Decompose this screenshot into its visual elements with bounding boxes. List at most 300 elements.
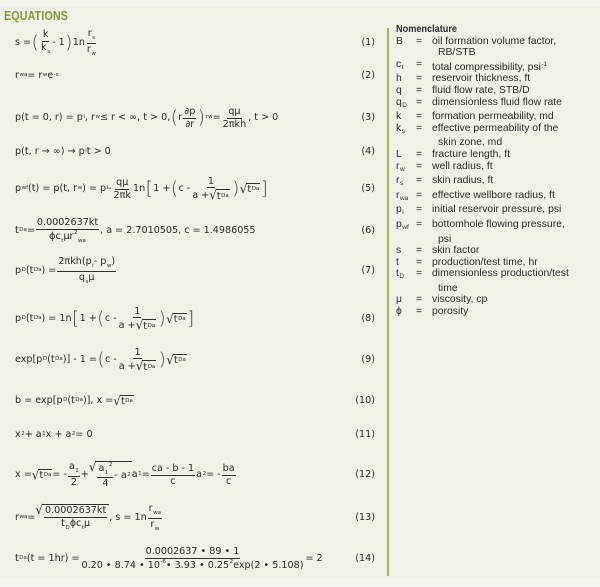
math-text: (t) = p(t, r xyxy=(28,183,78,195)
math-sqrt xyxy=(136,319,157,331)
math-text: r xyxy=(86,43,91,55)
section-title: EQUATIONS xyxy=(4,8,69,23)
math-text: exp[p xyxy=(15,354,43,366)
math-subscript: Da xyxy=(251,186,260,193)
math-text: , t > 0 xyxy=(248,112,279,124)
definition-text: bottomhole flowing pressure, xyxy=(432,218,565,230)
nomenclature-symbol xyxy=(396,85,416,97)
math-text: ca - b - 1 xyxy=(151,462,195,474)
math-text: t xyxy=(247,184,252,196)
math-text: - 1 xyxy=(52,37,65,49)
nomenclature-definition xyxy=(432,149,596,161)
definition-text: reservoir thickness, ft xyxy=(432,73,531,85)
math-text: r xyxy=(178,112,183,124)
definition-text: skin factor xyxy=(432,245,480,257)
sqrt-radical-icon: √ xyxy=(166,352,174,368)
math-subscript: wa xyxy=(19,72,28,79)
math-text: (t xyxy=(67,395,75,407)
equation-row xyxy=(15,144,375,160)
math-subscript: t xyxy=(81,525,84,532)
symbol-subscript: wf xyxy=(402,223,409,231)
math-subscript: D xyxy=(63,397,68,404)
fraction-denominator xyxy=(222,119,248,130)
symbol-subscript: wa xyxy=(399,194,409,202)
symbol-text: p xyxy=(396,204,402,216)
sqrt-radical-icon: √ xyxy=(135,358,144,374)
equals-sign: = xyxy=(416,306,423,318)
math-text: p(t = 0, r) = p xyxy=(15,112,83,124)
definition-text: formation permeability, md xyxy=(432,111,554,123)
math-text: t xyxy=(15,225,19,237)
math-text: p xyxy=(15,265,22,277)
nomenclature-definition xyxy=(432,36,596,48)
sqrt-radical-icon: √ xyxy=(31,467,40,483)
fraction-denominator xyxy=(40,42,51,56)
math-text: (t xyxy=(25,313,34,325)
math-sqrt xyxy=(166,354,187,366)
nomenclature-row xyxy=(396,85,596,97)
math-text: = 2 xyxy=(305,553,323,565)
math-text: 1 + xyxy=(79,313,97,325)
nomenclature-definition xyxy=(432,294,596,306)
equation-number: (3) xyxy=(361,112,375,124)
equation-number: (11) xyxy=(355,429,375,441)
nomenclature-symbol xyxy=(396,111,416,123)
math-text: = r xyxy=(27,70,43,82)
math-text: t xyxy=(143,320,147,332)
sqrt-radical-icon: √ xyxy=(239,181,248,197)
equals-sign: = xyxy=(416,160,423,172)
math-sqrt xyxy=(113,395,134,407)
equals-sign: = xyxy=(416,294,423,306)
top-band xyxy=(0,0,600,6)
nomenclature-definition xyxy=(432,219,596,234)
fraction-numerator xyxy=(44,506,107,518)
math-text: ∂r xyxy=(185,118,195,130)
equals-sign: = xyxy=(416,148,423,160)
symbol-text: μ xyxy=(396,294,402,306)
math-subscript: Da xyxy=(55,356,63,363)
sqrt-radical-icon: √ xyxy=(209,187,217,203)
nomenclature-symbol xyxy=(396,161,416,176)
math-text: - xyxy=(108,183,112,195)
math-subscript: Da xyxy=(221,192,229,199)
math-text: k xyxy=(41,42,47,54)
nomenclature-definition xyxy=(432,123,596,138)
math-text: exp(2 • 5.108) xyxy=(233,560,304,571)
definition-text: fluid flow rate, STB/D xyxy=(432,84,530,96)
nomenclature-row xyxy=(396,306,596,318)
math-text: 1 xyxy=(207,175,215,187)
symbol-subscript: w xyxy=(399,165,405,173)
nomenclature-symbol xyxy=(396,149,416,161)
math-superscript: 2 xyxy=(74,229,78,236)
math-text: 2 xyxy=(70,476,77,488)
math-text: p xyxy=(15,313,22,325)
math-text: c - xyxy=(104,313,117,325)
math-fraction xyxy=(44,506,107,531)
math-fraction xyxy=(118,348,158,373)
equation-row xyxy=(15,427,375,443)
symbol-text: k xyxy=(396,122,402,134)
fraction-denominator xyxy=(48,230,87,245)
fraction-numerator xyxy=(222,464,236,476)
math-text: ba xyxy=(222,462,235,474)
math-subscript: t xyxy=(61,237,64,244)
definition-text: effective permeability of the xyxy=(432,122,559,134)
math-subscript: Da xyxy=(147,322,156,329)
math-fraction xyxy=(148,504,162,532)
symbol-subscript: s xyxy=(399,180,404,188)
fraction-numerator xyxy=(68,462,80,477)
fraction-numerator xyxy=(133,307,141,319)
math-text: 2πkh xyxy=(222,118,247,130)
definition-text: effective wellbore radius, ft xyxy=(432,189,555,201)
math-text: , r xyxy=(84,112,95,124)
math-text: r xyxy=(15,512,19,524)
symbol-subscript: D xyxy=(399,273,405,281)
math-text: ) xyxy=(111,256,116,267)
nomenclature-definition xyxy=(432,73,596,85)
math-subscript: Da xyxy=(125,398,133,405)
math-text: = xyxy=(27,512,36,524)
fraction-denominator xyxy=(101,478,109,489)
math-text: • 3.93 • 0.25 xyxy=(165,560,230,571)
math-text: (t xyxy=(47,354,55,366)
math-subscript: w xyxy=(42,72,48,79)
nomenclature-definition xyxy=(432,306,596,318)
fraction-denominator xyxy=(169,476,176,487)
nomenclature-symbol xyxy=(396,219,416,234)
math-text: 1 xyxy=(134,346,141,358)
equation-number: (8) xyxy=(361,313,375,325)
math-text: t xyxy=(39,470,44,482)
nomenclature-continuation: skin zone, md xyxy=(438,137,503,149)
math-text: c - xyxy=(178,183,191,195)
math-fraction xyxy=(97,463,113,489)
nomenclature-row xyxy=(396,257,596,269)
equals-sign: = xyxy=(416,73,423,85)
math-subscript: Da xyxy=(178,357,186,364)
definition-text: dimensionless fluid flow rate xyxy=(432,96,562,108)
math-text: a xyxy=(68,461,75,473)
sqrt-argument xyxy=(95,461,131,489)
math-superscript: -6 xyxy=(160,559,166,565)
math-text: = xyxy=(212,112,221,124)
nomenclature-definition xyxy=(432,85,596,97)
math-fraction xyxy=(36,218,99,244)
nomenclature-definition xyxy=(432,190,596,205)
nomenclature-symbol xyxy=(396,294,416,306)
nomenclature-definition xyxy=(432,59,596,74)
nomenclature-definition xyxy=(432,111,596,123)
fraction-denominator xyxy=(78,272,96,286)
math-fraction xyxy=(57,257,116,285)
math-text: 1n xyxy=(72,37,85,49)
equation-row xyxy=(15,304,375,334)
math-bracket: ) xyxy=(232,178,240,199)
fraction-denominator xyxy=(118,318,158,331)
symbol-text: r xyxy=(396,160,400,172)
math-bracket: ( xyxy=(170,178,178,199)
math-bracket: [ xyxy=(145,178,153,199)
math-subscript: i xyxy=(106,185,109,192)
math-subscript: wa xyxy=(153,510,161,516)
nomenclature-definition xyxy=(432,268,596,283)
math-text: b = exp[p xyxy=(15,395,63,407)
fraction-denominator xyxy=(113,190,132,201)
math-text: 1n xyxy=(132,183,146,195)
math-text: a + xyxy=(118,320,136,332)
equation-body xyxy=(15,177,375,202)
math-subscript: Da xyxy=(33,315,42,322)
equation-number: (6) xyxy=(361,225,375,237)
math-text: = xyxy=(26,225,35,237)
math-text: 0.0002637kt xyxy=(45,505,107,517)
math-fraction xyxy=(191,177,231,202)
equation-number: (13) xyxy=(355,512,375,524)
math-superscript: 2 xyxy=(21,431,25,438)
math-fraction xyxy=(222,107,248,129)
math-text: t xyxy=(15,553,19,565)
math-fraction xyxy=(118,307,158,332)
nomenclature-symbol xyxy=(396,175,416,190)
math-text: 0.0002637 • 89 • 1 xyxy=(145,546,240,558)
nomenclature-definition xyxy=(432,175,596,190)
math-text: r xyxy=(148,503,153,514)
fraction-numerator xyxy=(42,30,50,42)
nomenclature-definition xyxy=(432,161,596,176)
nomenclature-row xyxy=(396,204,596,219)
symbol-subscript: i xyxy=(402,209,404,217)
nomenclature-definition xyxy=(432,97,596,112)
equation-row xyxy=(15,174,375,204)
nomenclature-symbol xyxy=(396,73,416,85)
math-text: ≤ r < ∞, t > 0, xyxy=(99,112,171,124)
math-text: ) = xyxy=(41,265,57,277)
math-subscript: w xyxy=(91,50,96,57)
symbol-text: s xyxy=(396,245,402,257)
math-sqrt xyxy=(209,189,230,201)
math-text: k xyxy=(42,29,49,41)
math-subscript: Da xyxy=(33,267,42,274)
equation-body xyxy=(15,107,375,129)
math-text: μ xyxy=(88,271,95,283)
fraction-numerator xyxy=(97,463,113,479)
equation-body xyxy=(15,504,375,532)
symbol-subscript: D xyxy=(402,101,407,109)
sqrt-argument xyxy=(216,189,230,201)
math-subscript: Da xyxy=(43,472,52,479)
math-superscript: -s xyxy=(53,72,59,79)
math-sqrt xyxy=(136,360,157,372)
nomenclature-symbol xyxy=(396,190,416,205)
math-text: 4 xyxy=(102,478,109,490)
math-subscript: 2 xyxy=(71,431,76,438)
equation-number: (1) xyxy=(361,37,375,49)
sqrt-radical-icon: √ xyxy=(113,393,121,409)
equals-sign: = xyxy=(416,175,423,187)
math-bracket: ( xyxy=(170,107,178,128)
fraction-numerator xyxy=(148,504,162,519)
math-text: ϕc xyxy=(69,518,82,530)
math-subscript: i xyxy=(83,114,85,121)
equation-body xyxy=(15,395,375,407)
math-subscript: 2 xyxy=(127,472,131,479)
math-text: , a = 2.7010505, c = 1.4986055 xyxy=(100,225,256,237)
fraction-denominator xyxy=(86,44,97,58)
math-text: c xyxy=(170,475,176,487)
math-text: = - xyxy=(52,469,67,481)
math-fraction xyxy=(40,30,51,55)
equation-row xyxy=(15,460,375,490)
equation-body xyxy=(15,218,375,244)
equals-sign: = xyxy=(416,268,423,280)
nomenclature-continuation: time xyxy=(438,282,458,294)
math-bracket: ( xyxy=(31,32,39,53)
nomenclature-definition xyxy=(432,257,596,269)
nomenclature-row xyxy=(396,190,596,205)
equation-body xyxy=(15,257,375,285)
equation-body xyxy=(15,307,375,332)
equation-body xyxy=(15,430,375,440)
equation-number: (5) xyxy=(361,183,375,195)
definition-text: initial reservoir pressure, psi xyxy=(432,204,562,216)
math-fraction xyxy=(68,462,80,487)
nomenclature-symbol xyxy=(396,306,416,318)
fraction-denominator xyxy=(118,359,158,372)
math-text: (t = 1hr) = xyxy=(26,553,80,565)
nomenclature-symbol xyxy=(396,123,416,138)
symbol-text: q xyxy=(396,84,402,96)
equation-number: (4) xyxy=(361,146,375,158)
math-text: ϕc xyxy=(49,230,61,242)
math-text: c - xyxy=(105,354,117,366)
bottom-band xyxy=(0,578,600,587)
math-bracket: ) xyxy=(65,32,73,53)
math-fraction xyxy=(86,29,97,57)
math-text: + xyxy=(80,469,89,481)
fraction-denominator xyxy=(191,188,231,201)
symbol-text: t xyxy=(396,256,399,268)
equation-body xyxy=(15,547,375,570)
math-sqrt xyxy=(35,504,109,531)
math-text: t xyxy=(173,355,178,367)
math-text: 2πk xyxy=(113,189,131,201)
math-subscript: Da xyxy=(178,316,186,323)
nomenclature-row xyxy=(396,175,596,190)
math-sqrt xyxy=(89,461,132,489)
math-subscript: wa xyxy=(78,237,86,244)
math-bracket: ) xyxy=(158,349,166,370)
equals-sign: = xyxy=(416,84,423,96)
sqrt-argument xyxy=(120,395,134,407)
math-subscript: w xyxy=(154,525,160,532)
math-text: - a xyxy=(114,470,127,482)
symbol-text: L xyxy=(396,148,402,160)
sqrt-argument xyxy=(142,319,156,331)
math-text: t xyxy=(120,396,125,408)
equation-number: (2) xyxy=(361,70,375,82)
math-text: a + xyxy=(118,361,136,373)
fraction-numerator xyxy=(133,348,141,360)
nomenclature-symbol xyxy=(396,36,416,48)
math-subscript: D xyxy=(42,356,48,363)
fraction-denominator xyxy=(60,518,91,532)
math-sqrt xyxy=(240,183,261,195)
math-sqrt xyxy=(32,469,53,481)
sqrt-radical-icon: √ xyxy=(35,502,44,518)
math-text: = - xyxy=(206,469,221,481)
fraction-denominator xyxy=(80,559,304,571)
math-subscript: 1 xyxy=(42,431,46,438)
nomenclature-row xyxy=(396,123,596,138)
math-text: a + xyxy=(192,190,210,202)
definition-text: viscosity, cp xyxy=(432,294,488,306)
math-text: x = xyxy=(15,469,32,481)
fraction-numerator xyxy=(227,107,241,119)
symbol-text: c xyxy=(396,58,402,70)
fraction-numerator xyxy=(151,464,195,476)
math-fraction xyxy=(222,464,236,486)
symbol-text: h xyxy=(396,73,402,85)
math-text: a xyxy=(196,469,203,481)
math-text: 1 + xyxy=(153,183,171,195)
symbol-text: p xyxy=(396,218,402,230)
math-text: r xyxy=(150,518,155,530)
math-bracket: ] xyxy=(187,308,195,329)
math-subscript: w xyxy=(106,263,112,269)
sqrt-radical-icon: √ xyxy=(135,317,144,333)
nomenclature-row xyxy=(396,73,596,85)
math-superscript: 2 xyxy=(229,559,234,565)
equals-sign: = xyxy=(416,204,423,216)
math-text: t xyxy=(61,518,65,530)
sqrt-argument xyxy=(38,469,52,481)
equation-row xyxy=(15,503,375,533)
math-text: )] - 1 = xyxy=(62,354,97,366)
math-text: s = xyxy=(15,37,32,49)
math-text: r xyxy=(87,28,92,39)
math-bracket: ( xyxy=(97,349,105,370)
equation-row xyxy=(15,256,375,286)
math-subscript: 1 xyxy=(138,471,142,478)
equation-body xyxy=(15,461,375,489)
equals-sign: = xyxy=(416,58,423,70)
nomenclature-continuation: RB/STB xyxy=(438,47,476,59)
math-subscript: Da xyxy=(19,227,27,234)
math-text: ) = 1n xyxy=(41,313,72,325)
equation-row xyxy=(15,216,375,246)
fraction-denominator xyxy=(149,519,160,533)
math-subscript: w xyxy=(95,114,100,121)
math-text: t > 0 xyxy=(86,146,111,158)
equation-body xyxy=(15,29,375,57)
equals-sign: = xyxy=(416,122,423,134)
math-subscript: i xyxy=(92,263,94,269)
symbol-text: q xyxy=(396,96,402,108)
math-text: ∂p xyxy=(184,105,196,117)
definition-text: skin radius, ft xyxy=(432,175,494,187)
math-subscript: 1 xyxy=(104,469,109,476)
math-bracket: [ xyxy=(72,308,80,329)
math-text: 0.0002637kt xyxy=(36,216,99,228)
nomenclature-list xyxy=(396,36,596,318)
equation-body xyxy=(15,147,375,157)
nomenclature-symbol xyxy=(396,204,416,219)
math-text: 0.20 • 8.74 • 10 xyxy=(81,560,160,571)
equation-number: (12) xyxy=(355,469,375,481)
